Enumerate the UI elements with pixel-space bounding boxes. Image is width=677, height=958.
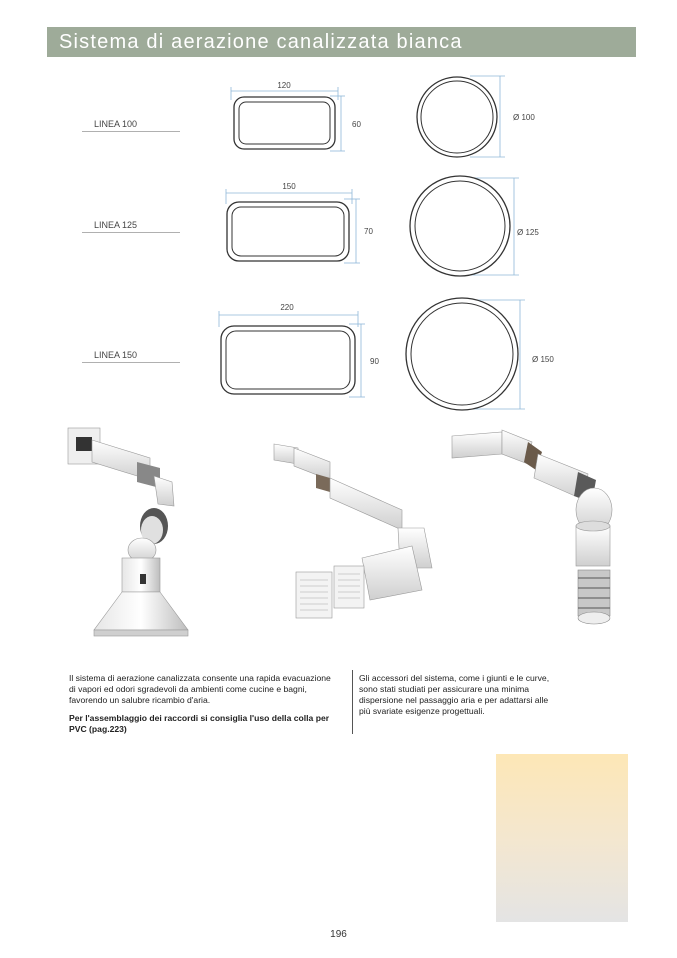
linea-125-rect-profile: [226, 182, 373, 263]
body-column-2-text: Gli accessori del sistema, come i giunti e le curve, sono stati studiati per assicurare una minima dispersione nel passaggio aria e per adattarsi alle più svariate esigenze progettuali.: [359, 673, 550, 716]
linea-150-rect-profile: [219, 303, 379, 397]
body-column-1-text: Il sistema di aerazione canalizzata consente una rapida evacuazione di vapori ed odori sgradevoli da ambienti come cucine e bagni, favorendo un salubre ricambio d'aria.: [69, 673, 331, 705]
duct-profile-drawings: [0, 0, 677, 420]
linea-100-rect-profile: [231, 81, 361, 151]
linea-150-height: 90: [370, 357, 379, 366]
page-title: Sistema di aerazione canalizzata bianca: [59, 31, 463, 53]
linea-100-diameter: Ø 100: [513, 113, 535, 122]
product-illustrations: [62, 418, 622, 650]
body-column-1-note: Per l'assemblaggio dei raccordi si consiglia l'uso della colla per PVC (pag.223): [69, 713, 330, 734]
body-column-2: [359, 673, 559, 717]
linea-125-height: 70: [364, 227, 373, 236]
linea-125-label: LINEA 125: [94, 220, 138, 230]
linea-100-height: 60: [352, 120, 361, 129]
body-column-1: [69, 673, 331, 735]
column-divider: [352, 670, 353, 734]
linea-100-label: LINEA 100: [94, 119, 138, 129]
linea-125-diameter: Ø 125: [517, 228, 539, 237]
linea-100-width: 120: [277, 81, 291, 90]
rect-duct-system-illustration: [274, 444, 432, 618]
linea-125-circle-profile: [410, 176, 539, 276]
linea-150-label: LINEA 150: [94, 350, 138, 360]
linea-150-diameter: Ø 150: [532, 355, 554, 364]
page-number: 196: [330, 929, 347, 940]
hood-duct-illustration: [68, 428, 188, 636]
linea-100-circle-profile: [417, 76, 535, 157]
linea-150-width: 220: [280, 303, 294, 312]
linea-125-width: 150: [282, 182, 296, 191]
round-duct-system-illustration: [452, 430, 612, 624]
decorative-gradient-block: [496, 754, 628, 922]
linea-150-circle-profile: [406, 298, 554, 410]
